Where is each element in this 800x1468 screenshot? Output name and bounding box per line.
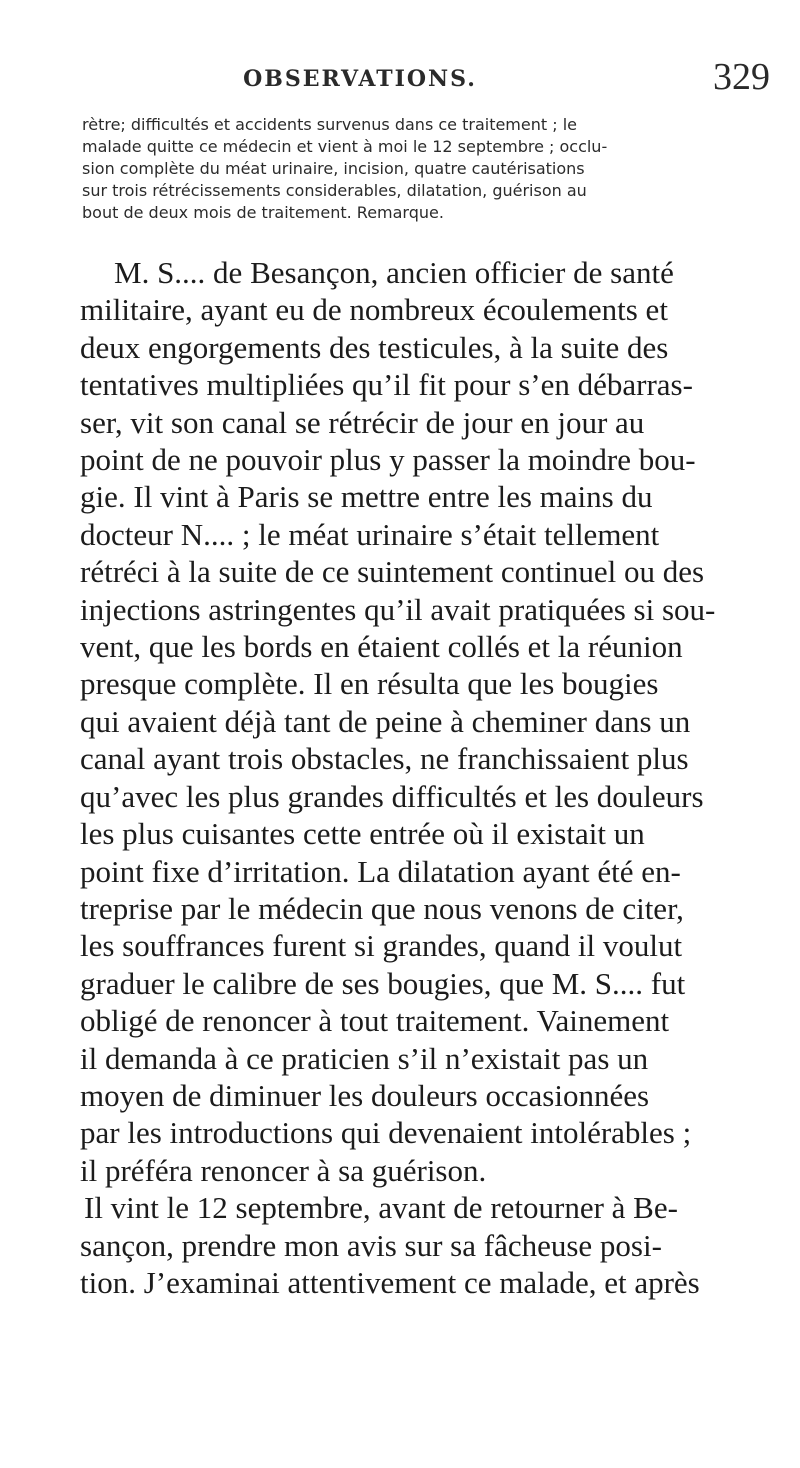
body-line: obligé de renoncer à tout traitement. Vainement (80, 1003, 670, 1039)
body-line: treprise par le médecin que nous venons de citer, (80, 890, 684, 926)
body-line: graduer le calibre de ses bougies, que M. S.... fut (80, 965, 686, 1001)
body-line: vent, que les bords en étaient collés et la réunion (80, 629, 683, 665)
body-line: qu’avec les plus grandes difficultés et les douleurs (80, 778, 704, 814)
body-line: les souffrances furent si grandes, quand il voulut (80, 928, 683, 964)
body-line: Il vint le 12 septembre, avant de retourner à Be- (84, 1190, 678, 1226)
summary-line: rètre; difficultés et accidents survenus dans ce traitement ; le (82, 115, 577, 134)
body-line: par les introductions qui devenaient intolérables ; (80, 1115, 692, 1151)
summary-line: bout de deux mois de traitement. Remarque. (82, 203, 444, 222)
summary-line: sur trois rétrécissements considerables, dilatation, guérison au (82, 181, 587, 200)
body-line: tentatives multipliées qu’il fit pour s’en débarras- (80, 367, 693, 403)
body-line: moyen de diminuer les douleurs occasionnées (80, 1077, 650, 1113)
body-line: il demanda à ce praticien s’il n’existait pas un (80, 1040, 649, 1076)
body-line: tion. J’examinai attentivement ce malade, et après (80, 1264, 700, 1300)
body-line: deux engorgements des testicules, à la suite des (80, 329, 669, 365)
body-line: ser, vit son canal se rétrécir de jour en jour au (80, 404, 645, 440)
body-line: M. S.... de Besançon, ancien officier de santé (114, 255, 674, 290)
body-line: militaire, ayant eu de nombreux écoulements et (80, 292, 668, 328)
body-line: injections astringentes qu’il avait pratiquées si sou- (80, 591, 716, 627)
body-line: les plus cuisantes cette entrée où il existait un (80, 816, 645, 852)
page-number: 329 (713, 56, 770, 98)
body-line: qui avaient déjà tant de peine à cheminer dans un (80, 703, 691, 739)
body-line: docteur N.... ; le méat urinaire s’était tellement (80, 516, 660, 552)
body-line: presque complète. Il en résulta que les bougies (80, 666, 659, 702)
body-line: il préféra renoncer à sa guérison. (80, 1152, 487, 1188)
body-text (80, 254, 780, 1301)
body-line: canal ayant trois obstacles, ne franchissaient plus (80, 741, 689, 777)
body-line: rétréci à la suite de ce suintement continuel ou des (80, 554, 705, 590)
body-line: point de ne pouvoir plus y passer la moindre bou- (80, 442, 696, 478)
running-head: OBSERVATIONS. (243, 66, 477, 92)
summary-paragraph (82, 114, 782, 224)
summary-line: malade quitte ce médecin et vient à moi le 12 septembre ; occlu- (82, 137, 608, 156)
summary-line: sion complète du méat urinaire, incision, quatre cautérisations (82, 159, 585, 178)
body-line: point fixe d’irritation. La dilatation ayant été en- (80, 853, 681, 889)
body-line: sançon, prendre mon avis sur sa fâcheuse posi- (80, 1227, 662, 1263)
body-line: gie. Il vint à Paris se mettre entre les mains du (80, 479, 653, 515)
